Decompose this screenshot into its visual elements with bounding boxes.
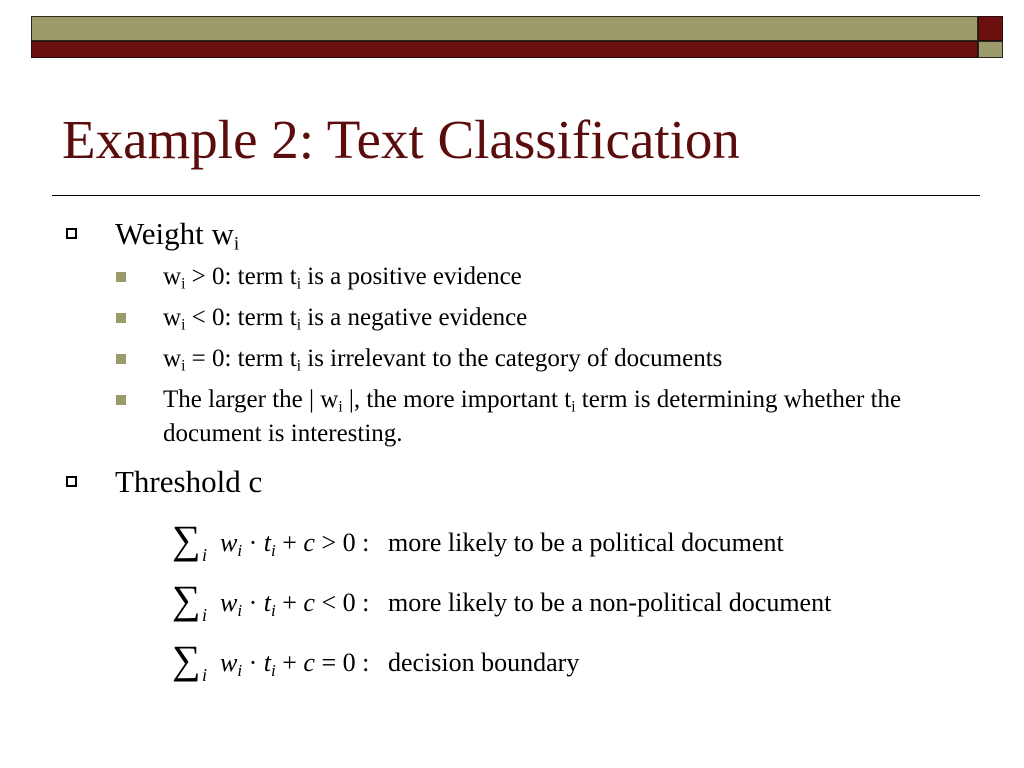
slide-title: Example 2: Text Classification [62, 109, 740, 170]
var-w: w [220, 588, 238, 617]
sigma-index: i [202, 665, 208, 685]
text-part: w [163, 345, 182, 372]
text-part: is irrelevant to the category of documents [301, 345, 723, 372]
sub-bullet-importance [163, 383, 973, 451]
title-underline [52, 195, 980, 196]
text-part: = 0: term t [185, 345, 297, 372]
subscript: i [181, 357, 186, 375]
formula-description: decision boundary [388, 648, 580, 677]
var-t: t [263, 648, 271, 677]
sigma-index: i [202, 545, 208, 565]
sub-bullet-negative [163, 301, 983, 335]
relation: > 0 : [314, 528, 370, 557]
sub-bullet-positive [163, 260, 983, 294]
sigma-symbol: ∑ [172, 577, 201, 622]
var-t-sub: i [270, 601, 276, 621]
sigma-symbol: ∑ [172, 637, 201, 682]
var-w: w [220, 648, 238, 677]
bullet-weight-label: Weight w [115, 216, 234, 251]
var-w-sub: i [237, 541, 243, 561]
header-square-maroon [978, 16, 1003, 41]
op-plus: + [275, 528, 304, 557]
text-part: w [163, 304, 182, 331]
text-part: is a positive evidence [301, 263, 522, 290]
text-part: > 0: term t [185, 263, 297, 290]
filled-square-icon [116, 313, 126, 323]
var-w-sub: i [237, 601, 243, 621]
filled-square-icon [116, 395, 126, 405]
bullet-weight [115, 216, 240, 255]
sigma-index: i [202, 605, 208, 625]
var-t-sub: i [270, 661, 276, 681]
formula-expression [220, 528, 369, 561]
var-t-sub: i [270, 541, 276, 561]
text-part: < 0: term t [185, 304, 297, 331]
text-part: term is determining whether the document is interesting. [163, 386, 902, 447]
relation: = 0 : [314, 648, 370, 677]
formula-description: more likely to be a political document [388, 528, 784, 557]
header-bar-maroon [31, 41, 978, 58]
filled-square-icon [116, 272, 126, 282]
header-square-olive [978, 41, 1003, 58]
subscript: i [571, 398, 576, 416]
var-c: c [303, 648, 315, 677]
relation: < 0 : [314, 588, 370, 617]
bullet-weight-sub: i [233, 233, 240, 255]
op-plus: + [275, 648, 304, 677]
subscript: i [338, 398, 343, 416]
text-part: |, the more important t [342, 386, 572, 413]
op-plus: + [275, 588, 304, 617]
filled-square-icon [116, 354, 126, 364]
header-bar-olive [31, 16, 978, 41]
var-w-sub: i [237, 661, 243, 681]
hollow-square-icon [66, 228, 77, 239]
subscript: i [181, 316, 186, 334]
text-part: The larger the | w [163, 386, 339, 413]
formula-expression [220, 648, 369, 681]
text-part: w [163, 263, 182, 290]
text-part: is a negative evidence [301, 304, 528, 331]
var-w: w [220, 528, 238, 557]
subscript: i [296, 275, 301, 293]
var-c: c [303, 528, 315, 557]
formula-expression [220, 588, 369, 621]
var-t: t [263, 588, 271, 617]
op-dot: · [242, 528, 264, 557]
formula-description: more likely to be a non-political document [388, 588, 832, 617]
subscript: i [296, 316, 301, 334]
bullet-threshold [115, 466, 262, 497]
sub-bullet-irrelevant [163, 342, 983, 376]
subscript: i [181, 275, 186, 293]
op-dot: · [242, 588, 264, 617]
sigma-symbol: ∑ [172, 517, 201, 562]
bullet-threshold-label: Threshold c [115, 464, 263, 499]
op-dot: · [242, 648, 264, 677]
var-t: t [263, 528, 271, 557]
subscript: i [296, 357, 301, 375]
hollow-square-icon [66, 476, 77, 487]
var-c: c [303, 588, 315, 617]
